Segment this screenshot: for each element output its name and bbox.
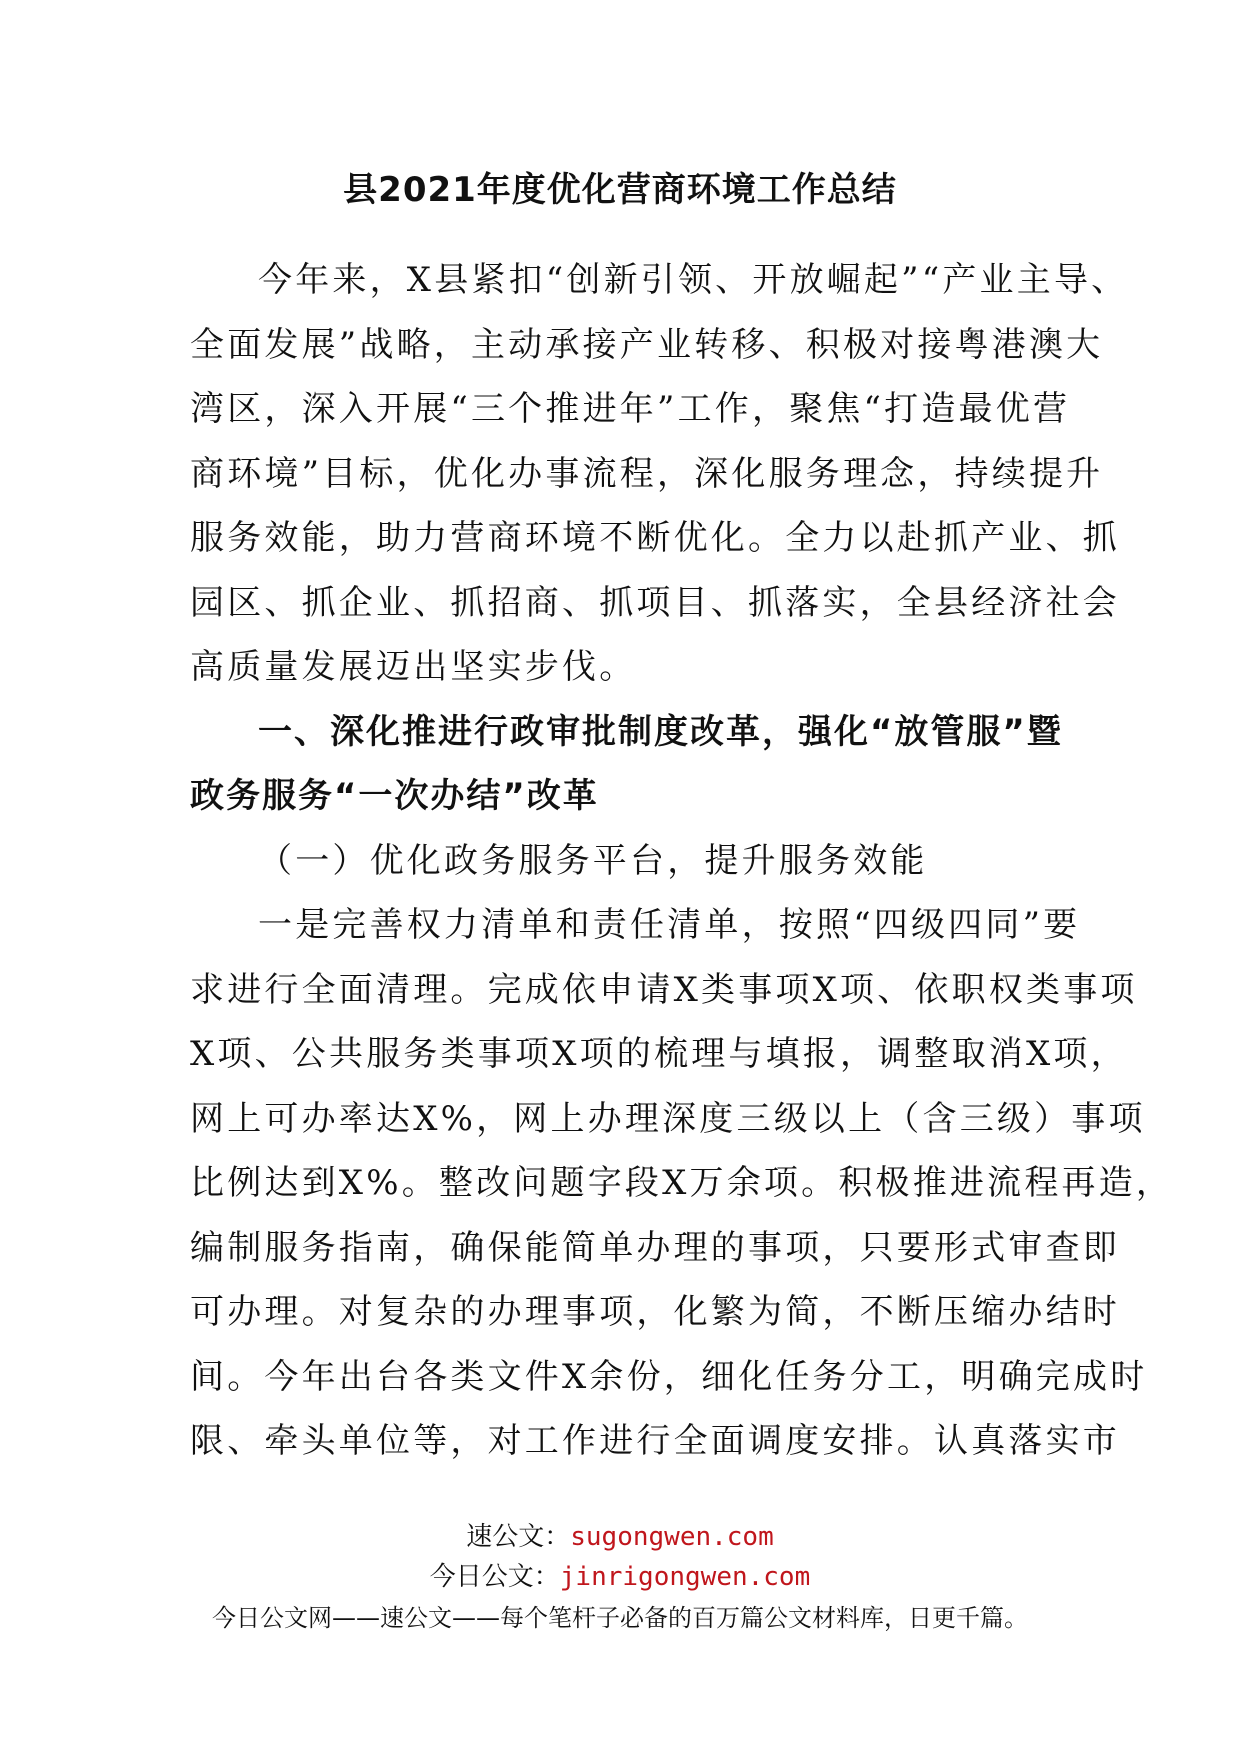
paragraph-line: 今年来，X县紧扣“创新引领、开放崛起”“产业主导、 — [258, 260, 1129, 300]
paragraph-line: 网上可办率达X%，网上办理深度三级以上（含三级）事项 — [190, 1098, 1146, 1139]
sugongwen-link[interactable]: sugongwen.com — [570, 1522, 774, 1552]
paragraph-line: 编制服务指南，确保能简单办理的事项，只要形式审查即 — [190, 1227, 1120, 1268]
footer-line-jinrigongwen — [0, 1556, 1240, 1593]
footer-label: 今日公文： — [429, 1562, 560, 1592]
footer-line-sugongwen — [0, 1516, 1240, 1553]
paragraph-line: 高质量发展迈出坚实步伐。 — [190, 647, 637, 687]
paragraph-line: 园区、抓企业、抓招商、抓项目、抓落实，全县经济社会 — [190, 582, 1120, 623]
paragraph-line: 可办理。对复杂的办理事项，化繁为简，不断压缩办结时 — [190, 1292, 1120, 1332]
footer-label: 速公文： — [466, 1522, 571, 1552]
footer-slogan: 今日公文网——速公文——每个笔杆子必备的百万篇公文材料库，日更千篇。 — [212, 1604, 1028, 1632]
document-title: 县2021年度优化营商环境工作总结 — [343, 170, 897, 210]
paragraph-line: 限、牵头单位等，对工作进行全面调度安排。认真落实市 — [190, 1421, 1120, 1461]
section-heading-line: 一、深化推进行政审批制度改革，强化“放管服”暨 — [258, 711, 1063, 752]
subsection-heading: （一）优化政务服务平台，提升服务效能 — [258, 840, 928, 881]
paragraph-line: 一是完善权力清单和责任清单，按照“四级四同”要 — [258, 905, 1081, 945]
paragraph-line: X项、公共服务类事项X项的梳理与填报，调整取消X项， — [190, 1034, 1128, 1074]
paragraph-line: 求进行全面清理。完成依申请X类事项X项、依职权类事项 — [190, 969, 1138, 1010]
document-body — [190, 248, 1174, 1474]
jinrigongwen-link[interactable]: jinrigongwen.com — [559, 1562, 811, 1592]
paragraph-line: 商环境”目标，优化办事流程，深化服务理念，持续提升 — [190, 453, 1104, 494]
paragraph-line: 间。今年出台各类文件X余份，细化任务分工，明确完成时 — [190, 1356, 1148, 1397]
paragraph-line: 服务效能，助力营商环境不断优化。全力以赴抓产业、抓 — [190, 518, 1120, 558]
paragraph-line: 湾区，深入开展“三个推进年”工作，聚焦“打造最优营 — [190, 389, 1071, 429]
paragraph-line: 比例达到X%。整改问题字段X万余项。积极推进流程再造， — [190, 1163, 1174, 1203]
section-heading-line: 政务服务“一次办结”改革 — [190, 776, 599, 816]
paragraph-line: 全面发展”战略，主动承接产业转移、积极对接粤港澳大 — [190, 324, 1104, 365]
